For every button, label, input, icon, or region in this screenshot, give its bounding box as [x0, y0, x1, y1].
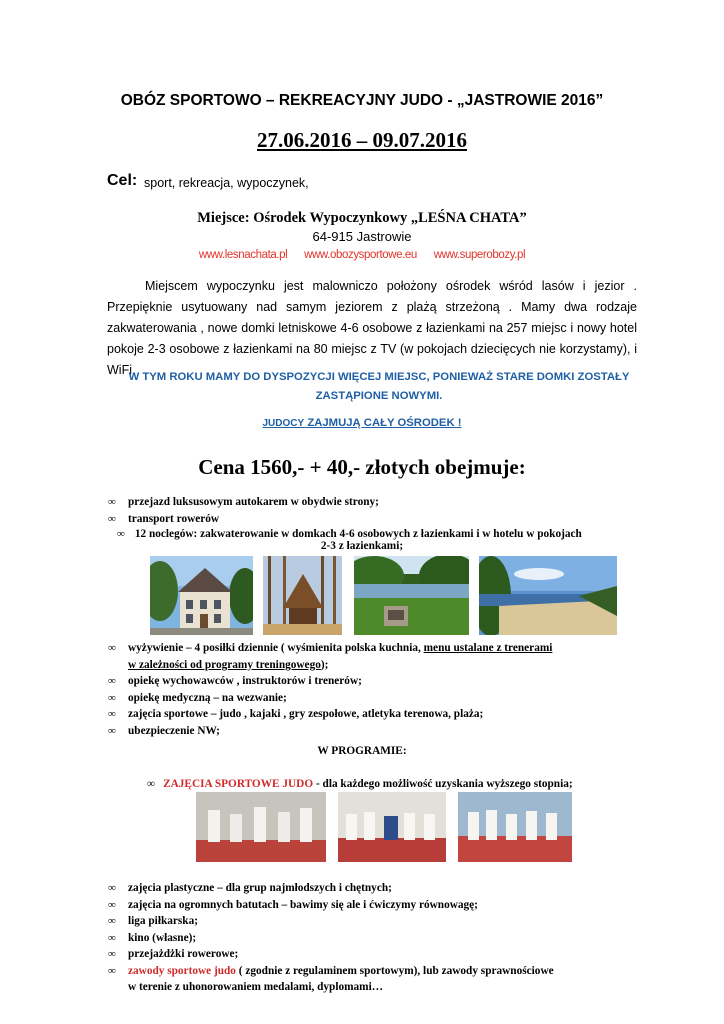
bullet-icon: ∞ [108, 512, 116, 525]
list-item: ∞ transport rowerów [108, 511, 628, 528]
camp-dates: 27.06.2016 – 09.07.2016 [257, 128, 467, 152]
list-item: ∞ przejażdżki rowerowe; [108, 946, 668, 963]
goal-text: sport, rekreacja, wypoczynek, [144, 176, 309, 190]
link-superobozy[interactable]: www.superobozy.pl [433, 249, 526, 261]
photo-hotel [150, 556, 253, 635]
includes-list-2 [108, 640, 668, 739]
list-item: ∞ wyżywienie – 4 posiłki dziennie ( wyśmienita polska kuchnia, menu ustalane z trenerami w zależności od programy treningowego); [108, 642, 553, 671]
bullet-icon: ∞ [108, 931, 116, 944]
description-paragraph: Miejscem wypoczynku jest malowniczo położony ośrodek wśród lasów i jezior . Przepięknie usytuowany nad samym jeziorem z plażą strzeżoną . Mamy dwa rodzaje zakwaterowania , nowe domki letniskowe 4-6 osobowe z łazienkami na 257 miejsc i nowy hotel pokoje 2-3 osobowe z łazienkami na 80 miejsc z TV (w pokojach dziecięcych nie korzystamy), i WiFi. [107, 279, 637, 377]
bullet-icon: ∞ [108, 642, 116, 654]
photo-lake-beach [479, 556, 617, 635]
goal-label: Cel: [107, 172, 138, 189]
list-item: ∞ opiekę wychowawców , instruktorów i trenerów; [108, 673, 668, 690]
list-item: ∞ przejazd luksusowym autokarem w obydwie strony; [108, 494, 628, 511]
bullet-icon: ∞ [108, 964, 116, 977]
bullet-icon: ∞ [117, 528, 125, 540]
notice-more-places: W TYM ROKU MAMY DO DYSPOZYCJI WIĘCEJ MIEJSC, PONIEWAŻ STARE DOMKI ZOSTAŁY ZASTĄPIONE NOWYMI. [128, 371, 630, 402]
link-lesnachata[interactable]: www.lesnachata.pl [198, 249, 288, 261]
list-item: ∞ liga piłkarska; [108, 913, 668, 930]
accommodation-item: ∞ 12 noclegów: zakwaterowanie w domkach 4-6 osobowych z łazienkami i w hotelu w pokojach [117, 528, 582, 540]
list-item: ∞ kino (własne); [108, 930, 668, 947]
photo-cabin [263, 556, 342, 635]
bullet-icon: ∞ [108, 882, 116, 894]
notice-judo-main: ZAJMUJĄ CAŁY OŚRODEK ! [307, 417, 462, 429]
bullet-icon: ∞ [108, 948, 116, 960]
list-item: ∞ ubezpieczenie NW; [108, 723, 668, 740]
list-item: ∞ zawody sportowe judo ( zgodnie z regulaminem sportowym), lub zawody sprawnościowe w terenie z uhonorowaniem medalami, dyplomami… [108, 964, 554, 993]
photo-lake-grill [354, 556, 469, 635]
bullet-icon: ∞ [108, 496, 116, 508]
photo-judo-2 [338, 792, 446, 862]
photo-judo-3 [458, 792, 572, 862]
notice-judo-prefix: JUDOCY [262, 418, 305, 429]
bullet-icon: ∞ [108, 915, 116, 927]
bullet-icon: ∞ [108, 691, 116, 704]
judo-program-line: ∞ ZAJĘCIA SPORTOWE JUDO - dla każdego możliwość uzyskania wyższego stopnia; [147, 778, 573, 790]
bullet-icon: ∞ [147, 778, 156, 790]
bullet-icon: ∞ [108, 724, 116, 737]
photo-judo-1 [196, 792, 326, 862]
bullet-icon: ∞ [108, 708, 116, 720]
price-heading: Cena 1560,- + 40,- złotych obejmuje: [198, 455, 526, 479]
list-item: ∞ opiekę medyczną – na wezwanie; [108, 690, 668, 707]
includes-list [108, 494, 628, 527]
accommodation-item-cont: 2-3 z łazienkami; [320, 540, 404, 552]
list-item: ∞ zajęcia na ogromnych batutach – bawimy się ale i ćwiczymy równowagę; [108, 897, 668, 914]
list-item: ∞ zajęcia plastyczne – dla grup najmłodszych i chętnych; [108, 880, 668, 897]
bullet-icon: ∞ [108, 898, 116, 911]
place-name: Miejsce: Ośrodek Wypoczynkowy „LEŚNA CHATA” [197, 210, 527, 226]
link-obozysportowe[interactable]: www.obozysportowe.eu [304, 249, 417, 261]
website-links [0, 249, 724, 261]
program-heading: W PROGRAMIE: [317, 745, 407, 757]
list-item: ∞ zajęcia sportowe – judo , kajaki , gry zespołowe, atletyka terenowa, plaża; [108, 706, 668, 723]
notice-judo [0, 417, 724, 429]
page-title: OBÓZ SPORTOWO – REKREACYJNY JUDO - „JASTROWIE 2016” [120, 92, 604, 109]
bullet-icon: ∞ [108, 675, 116, 687]
program-list [108, 880, 668, 996]
postal-address: 64-915 Jastrowie [312, 229, 412, 244]
